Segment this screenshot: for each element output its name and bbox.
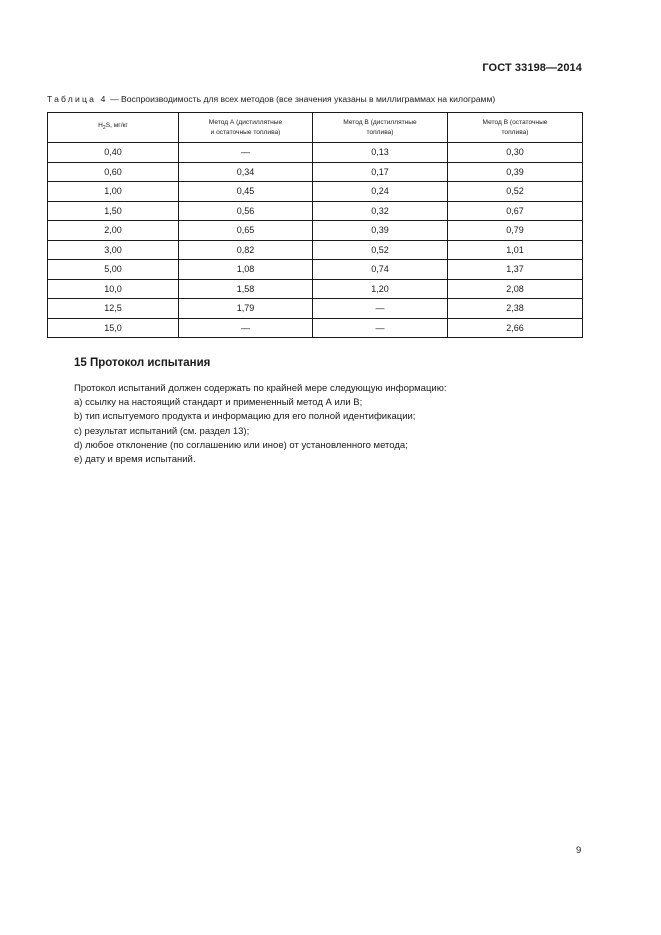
cell-method-a: 0,34 xyxy=(179,162,313,182)
cell-method-b-residual: 0,30 xyxy=(448,143,583,163)
table-row xyxy=(48,162,583,182)
list-item: d) любое отклонение (по соглашению или иное) от установленного метода; xyxy=(74,439,408,451)
cell-h2s: 1,50 xyxy=(48,201,179,221)
table-caption-label: Таблица 4 xyxy=(47,94,108,104)
cell-h2s: 0,40 xyxy=(48,143,179,163)
section-title: 15 Протокол испытания xyxy=(74,357,211,369)
cell-method-a: 0,65 xyxy=(179,221,313,241)
requirements-list xyxy=(74,396,574,467)
list-item: a) ссылку на настоящий стандарт и примененный метод А или В; xyxy=(74,397,363,409)
page-number: 9 xyxy=(576,845,582,856)
table-row xyxy=(48,318,583,338)
cell-method-b-residual: 0,67 xyxy=(448,201,583,221)
cell-method-b-distillate: 0,52 xyxy=(313,240,448,260)
cell-method-b-residual: 0,39 xyxy=(448,162,583,182)
cell-method-b-residual: 1,01 xyxy=(448,240,583,260)
cell-method-b-distillate: 0,13 xyxy=(313,143,448,163)
cell-method-a: 0,82 xyxy=(179,240,313,260)
table-row xyxy=(48,260,583,280)
cell-method-b-residual: 1,37 xyxy=(448,260,583,280)
cell-method-a: 1,79 xyxy=(179,299,313,319)
cell-method-b-residual: 0,79 xyxy=(448,221,583,241)
cell-h2s: 10,0 xyxy=(48,279,179,299)
cell-method-b-residual: 0,52 xyxy=(448,182,583,202)
table-row xyxy=(48,240,583,260)
cell-method-b-distillate: 0,39 xyxy=(313,221,448,241)
section-body xyxy=(74,382,574,467)
section-intro: Протокол испытаний должен содержать по крайней мере следующую информацию: xyxy=(74,383,447,394)
header-method-a: Метод А (дистиллятные и остаточные топлива) xyxy=(179,113,313,143)
cell-method-b-residual: 2,66 xyxy=(448,318,583,338)
table-caption-text: Воспроизводимость для всех методов (все значения указаны в миллиграммах на килограмм) xyxy=(121,94,496,104)
cell-method-b-residual: 2,38 xyxy=(448,299,583,319)
cell-method-a: — xyxy=(179,318,313,338)
cell-h2s: 5,00 xyxy=(48,260,179,280)
cell-method-b-distillate: 0,32 xyxy=(313,201,448,221)
cell-method-a: — xyxy=(179,143,313,163)
table-row xyxy=(48,143,583,163)
cell-h2s: 0,60 xyxy=(48,162,179,182)
table-row xyxy=(48,299,583,319)
table-row xyxy=(48,221,583,241)
table-row xyxy=(48,201,583,221)
cell-h2s: 2,00 xyxy=(48,221,179,241)
cell-h2s: 3,00 xyxy=(48,240,179,260)
cell-h2s: 15,0 xyxy=(48,318,179,338)
list-item: b) тип испытуемого продукта и информацию для его полной идентификации; xyxy=(74,411,416,423)
cell-method-b-distillate: 0,17 xyxy=(313,162,448,182)
cell-method-a: 1,58 xyxy=(179,279,313,299)
list-item: e) дату и время испытаний. xyxy=(74,454,196,466)
table-caption-dash: — xyxy=(110,94,119,104)
cell-h2s: 1,00 xyxy=(48,182,179,202)
cell-method-a: 0,45 xyxy=(179,182,313,202)
cell-method-a: 0,56 xyxy=(179,201,313,221)
cell-method-b-distillate: — xyxy=(313,299,448,319)
table-row xyxy=(48,182,583,202)
table-header-row xyxy=(48,113,583,143)
document-code: ГОСТ 33198—2014 xyxy=(482,62,582,74)
cell-method-b-distillate: 0,74 xyxy=(313,260,448,280)
header-method-b-residual: Метод В (остаточные топлива) xyxy=(448,113,583,143)
cell-method-b-residual: 2,08 xyxy=(448,279,583,299)
cell-method-b-distillate: 0,24 xyxy=(313,182,448,202)
cell-h2s: 12,5 xyxy=(48,299,179,319)
header-method-b-distillate: Метод В (дистиллятные топлива) xyxy=(313,113,448,143)
table-row xyxy=(48,279,583,299)
reproducibility-table xyxy=(47,112,583,338)
list-item: c) результат испытаний (см. раздел 13); xyxy=(74,425,250,437)
cell-method-a: 1,08 xyxy=(179,260,313,280)
header-h2s: $H_2S$, мг/кг xyxy=(48,113,179,143)
cell-method-b-distillate: 1,20 xyxy=(313,279,448,299)
table-caption xyxy=(47,94,495,104)
cell-method-b-distillate: — xyxy=(313,318,448,338)
